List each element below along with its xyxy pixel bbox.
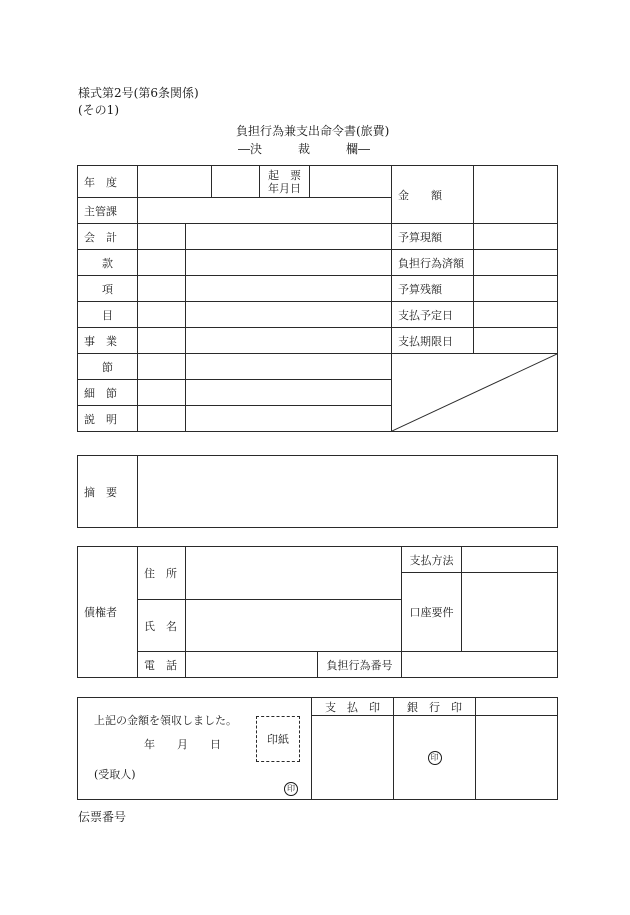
- accounting-label: 会 計: [84, 230, 117, 244]
- section-input[interactable]: [138, 198, 392, 224]
- setsumei-code-input[interactable]: [138, 406, 186, 432]
- amount-label: 金 額: [398, 188, 442, 202]
- receiver-seal-icon: 印: [284, 782, 298, 796]
- setsu-label: 節: [102, 360, 113, 374]
- budget-current-label-cell: [392, 224, 474, 250]
- summary-label: 摘 要: [84, 485, 117, 499]
- burden-done-label: 負担行為済額: [398, 256, 464, 270]
- receipt-cell: [78, 698, 312, 800]
- burden-done-label-cell: [392, 250, 474, 276]
- kou-code-input[interactable]: [138, 276, 186, 302]
- jigyo-label: 事 業: [84, 334, 117, 348]
- burden-number-label-cell: [318, 652, 402, 678]
- kou-name-input[interactable]: [186, 276, 392, 302]
- year-input[interactable]: [138, 166, 212, 198]
- budget-remaining-label-cell: [392, 276, 474, 302]
- kan-label: 款: [102, 256, 113, 270]
- page-title: 負担行為兼支出命令書(旅費): [236, 124, 390, 138]
- budget-remaining-label: 予算残額: [398, 282, 442, 296]
- name-label-cell: [138, 600, 186, 652]
- year-label-cell: [78, 166, 138, 198]
- bank-seal-icon: 印: [428, 751, 442, 765]
- issue-label-2: 年月日: [268, 181, 301, 195]
- kou-label-cell: [78, 276, 138, 302]
- moku-label-cell: [78, 302, 138, 328]
- bank-seal-label-cell: [394, 698, 476, 716]
- creditor-label: 債権者: [84, 606, 117, 619]
- burden-done-input[interactable]: [474, 250, 558, 276]
- creditor-label-cell: [78, 547, 138, 678]
- receipt-date: 年 月 日: [144, 738, 221, 751]
- payment-scheduled-label: 支払予定日: [398, 308, 453, 322]
- payment-method-label: 支払方法: [409, 553, 454, 567]
- payment-deadline-input[interactable]: [474, 328, 558, 354]
- payment-seal-area[interactable]: [312, 716, 394, 800]
- setsu-name-input[interactable]: [186, 354, 392, 380]
- budget-remaining-input[interactable]: [474, 276, 558, 302]
- bank-seal-label: 銀 行 印: [407, 700, 462, 714]
- summary-table: [77, 455, 558, 528]
- section-label-cell: [78, 198, 138, 224]
- setsumei-label: 説 明: [84, 412, 117, 426]
- payment-deadline-label-cell: [392, 328, 474, 354]
- phone-label: 電 話: [144, 658, 177, 672]
- creditor-table: [77, 546, 558, 678]
- kan-code-input[interactable]: [138, 250, 186, 276]
- account-requirements-label-cell: [402, 573, 462, 652]
- account-requirements-label: 口座要件: [409, 606, 454, 619]
- burden-number-label: 負担行為番号: [326, 658, 393, 672]
- kan-label-cell: [78, 250, 138, 276]
- form-part: (その1): [78, 103, 119, 117]
- payment-method-label-cell: [402, 547, 462, 573]
- issue-date-label-cell: [260, 166, 310, 198]
- bank-seal-area[interactable]: [394, 716, 476, 800]
- payment-method-input[interactable]: [462, 547, 558, 573]
- accounting-name-input[interactable]: [186, 224, 392, 250]
- summary-input[interactable]: [138, 456, 558, 528]
- jigyo-code-input[interactable]: [138, 328, 186, 354]
- receipt-statement: 上記の金額を領収しました。: [94, 714, 237, 727]
- receipt-table: [77, 697, 558, 800]
- amount-input[interactable]: [474, 166, 558, 224]
- budget-table: [77, 165, 558, 432]
- moku-name-input[interactable]: [186, 302, 392, 328]
- year-input-2[interactable]: [212, 166, 260, 198]
- setsu-code-input[interactable]: [138, 354, 186, 380]
- account-requirements-input[interactable]: [462, 573, 558, 652]
- issue-date-input[interactable]: [310, 166, 392, 198]
- setsumei-label-cell: [78, 406, 138, 432]
- summary-label-cell: [78, 456, 138, 528]
- payment-scheduled-label-cell: [392, 302, 474, 328]
- seal-header-blank: [476, 698, 558, 716]
- address-input[interactable]: [186, 547, 402, 600]
- payment-seal-label-cell: [312, 698, 394, 716]
- setsumei-name-input[interactable]: [186, 406, 392, 432]
- diagonal-strike-line: [392, 354, 557, 431]
- diagonal-void-cell: [392, 354, 558, 432]
- receiver-label: (受取人): [94, 768, 136, 781]
- payment-seal-label: 支 払 印: [325, 700, 380, 714]
- phone-label-cell: [138, 652, 186, 678]
- section-label: 主管課: [84, 204, 117, 218]
- seal-blank-area[interactable]: [476, 716, 558, 800]
- name-label: 氏 名: [144, 619, 177, 633]
- accounting-label-cell: [78, 224, 138, 250]
- saisetsu-name-input[interactable]: [186, 380, 392, 406]
- amount-label-cell: [392, 166, 474, 224]
- page-subtitle: ―決 裁 欄―: [238, 142, 371, 156]
- moku-label: 目: [102, 308, 113, 322]
- moku-code-input[interactable]: [138, 302, 186, 328]
- saisetsu-label-cell: [78, 380, 138, 406]
- payment-scheduled-input[interactable]: [474, 302, 558, 328]
- payment-deadline-label: 支払期限日: [398, 334, 453, 348]
- slip-number-label: 伝票番号: [78, 810, 127, 824]
- phone-input[interactable]: [186, 652, 318, 678]
- year-label: 年 度: [84, 175, 117, 189]
- budget-current-input[interactable]: [474, 224, 558, 250]
- kan-name-input[interactable]: [186, 250, 392, 276]
- form-number: 様式第2号(第6条関係): [78, 86, 199, 100]
- accounting-code-input[interactable]: [138, 224, 186, 250]
- stamp-paper-label: 印紙: [267, 733, 289, 746]
- kou-label: 項: [102, 282, 113, 296]
- issue-label-1: 起 票: [268, 168, 301, 182]
- saisetsu-label: 細 節: [84, 386, 117, 400]
- stamp-paper-box[interactable]: [256, 716, 300, 762]
- saisetsu-code-input[interactable]: [138, 380, 186, 406]
- address-label: 住 所: [144, 567, 177, 580]
- jigyo-name-input[interactable]: [186, 328, 392, 354]
- jigyo-label-cell: [78, 328, 138, 354]
- address-label-cell: [138, 547, 186, 600]
- burden-number-input[interactable]: [402, 652, 558, 678]
- name-input[interactable]: [186, 600, 402, 652]
- setsu-label-cell: [78, 354, 138, 380]
- budget-current-label: 予算現額: [398, 230, 442, 244]
